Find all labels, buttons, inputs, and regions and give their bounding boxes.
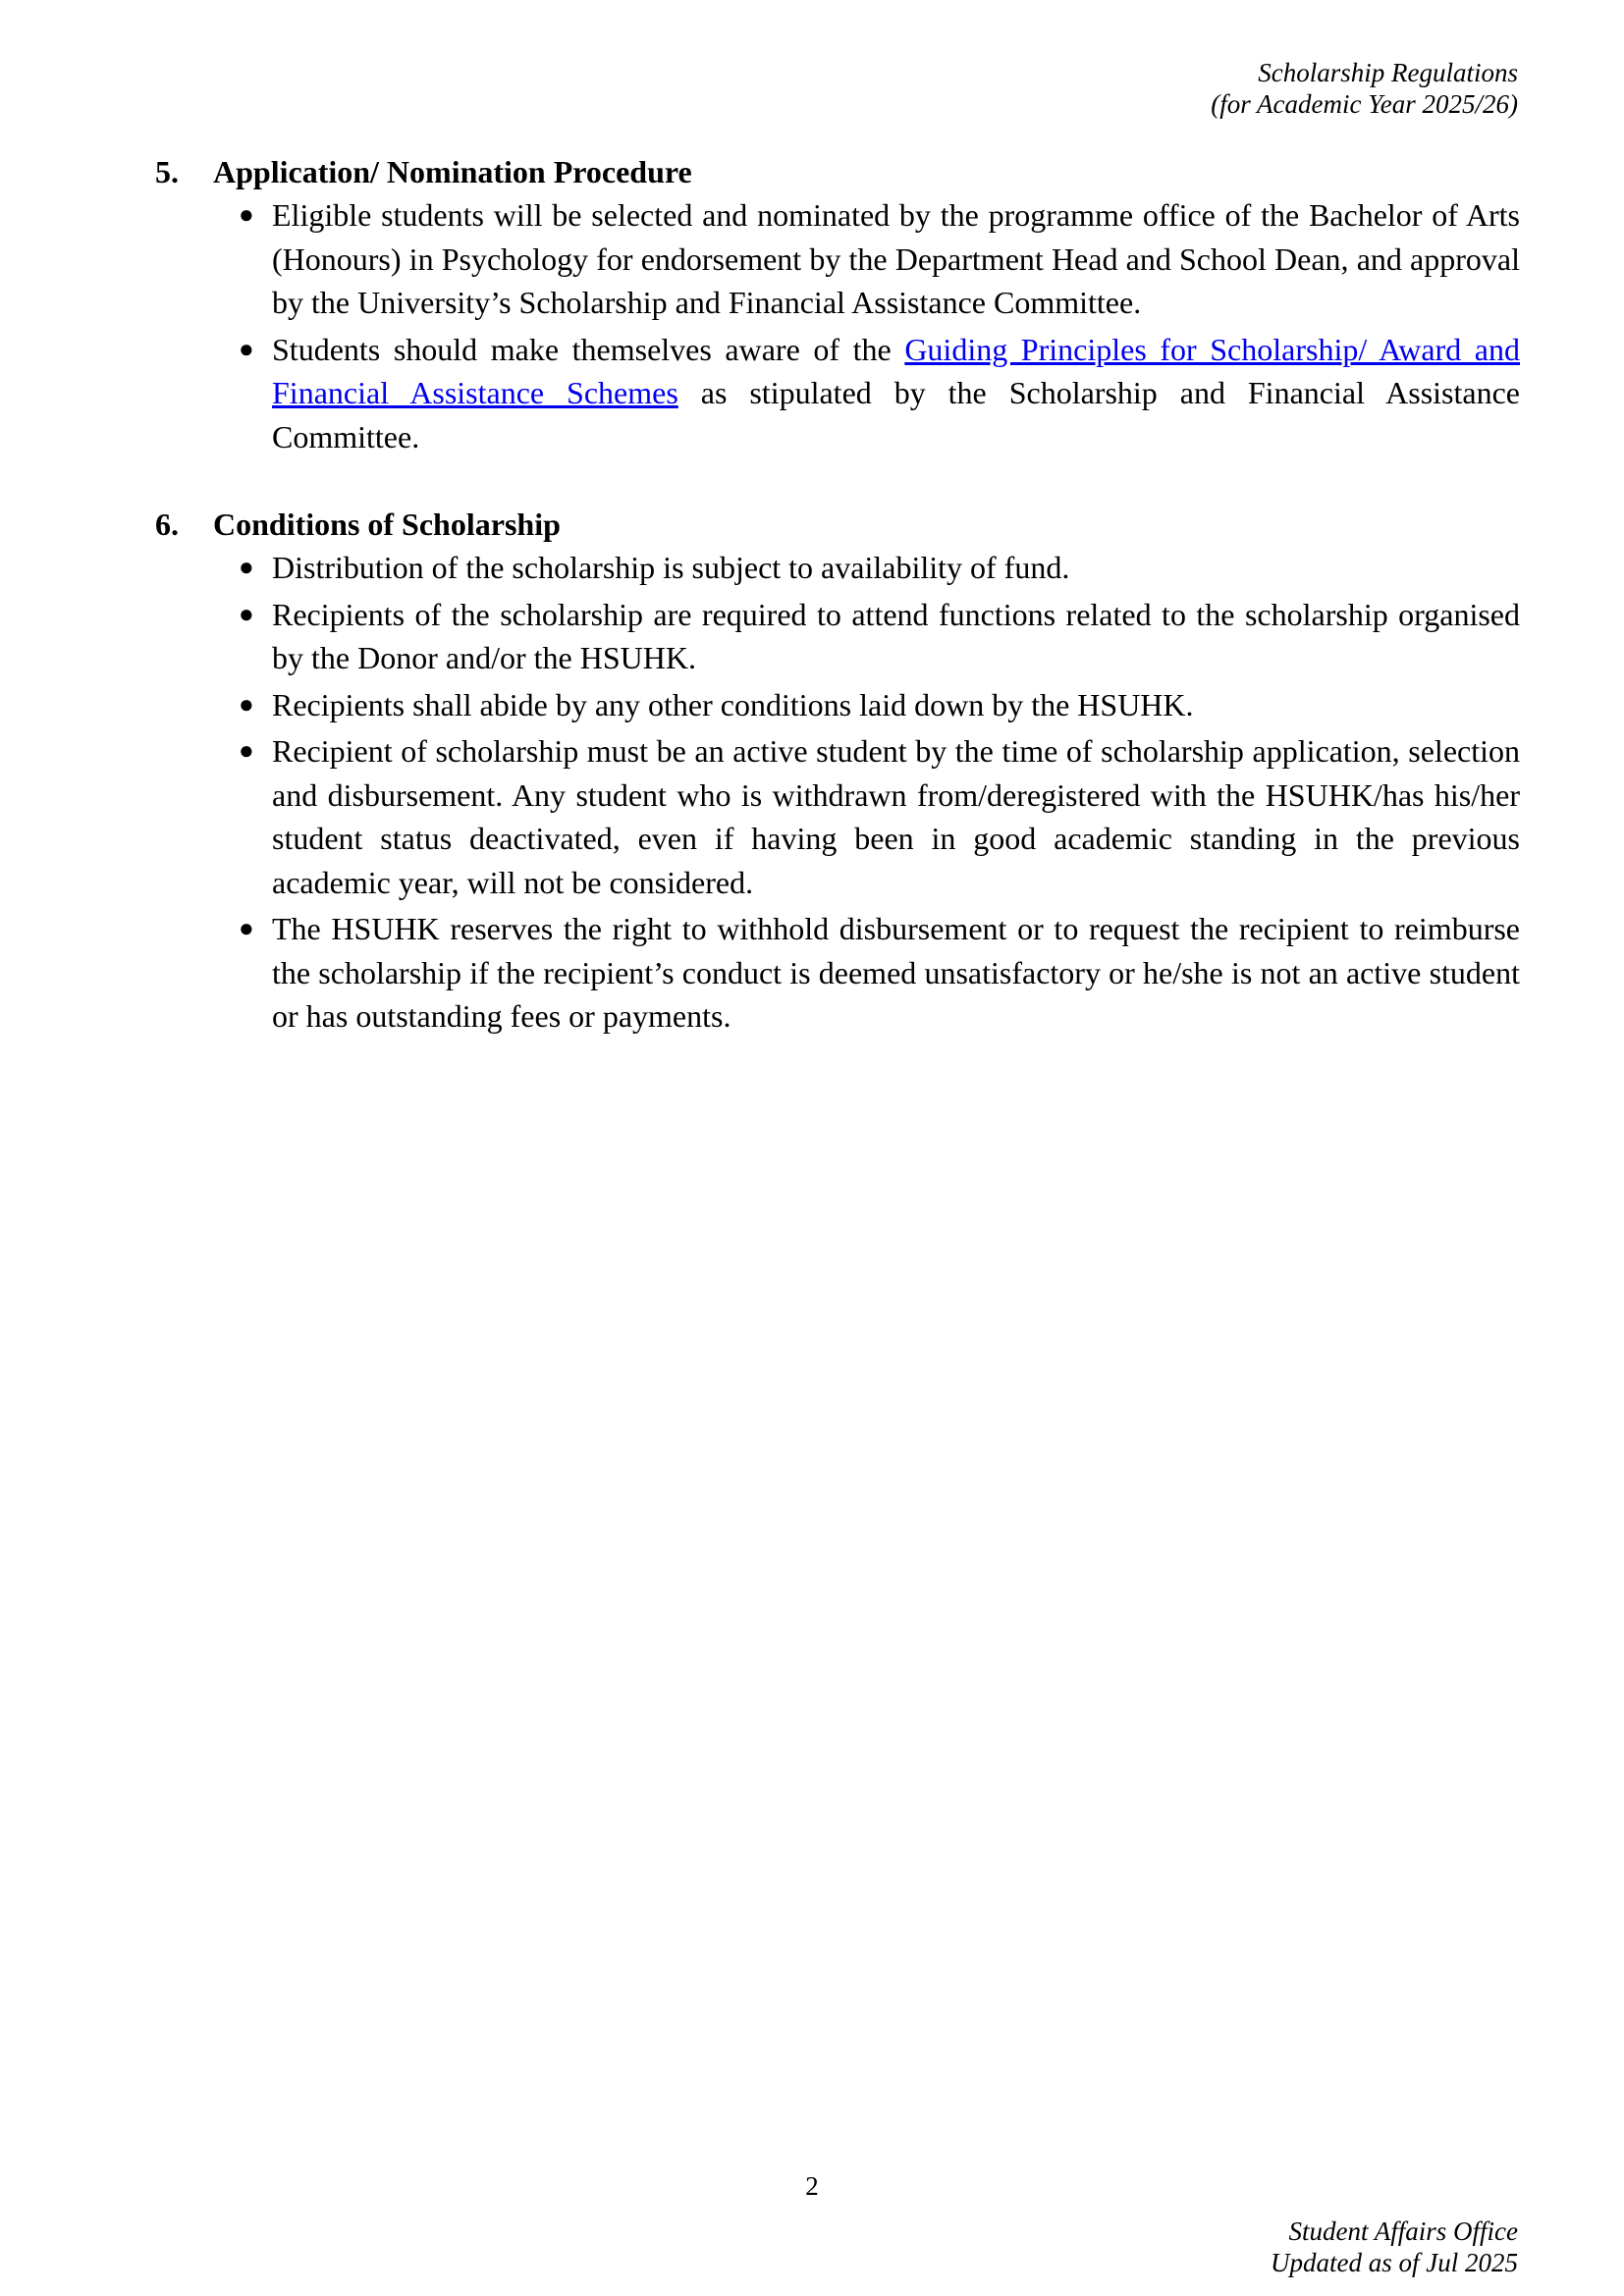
bullet-list	[155, 546, 1520, 1039]
list-item-text: Recipients of the scholarship are required to attend functions related to the scholarship organised by the Donor and/or the HSUHK.	[272, 596, 1520, 675]
page-number: 2	[805, 2171, 819, 2201]
section-application-nomination	[155, 150, 1520, 461]
list-item-text: Eligible students will be selected and nominated by the programme office of the Bachelor of Arts (Honours) in Psychology for endorsement by the Department Head and School Dean, and approval by the University’s Scholarship and Financial Assistance Committee.	[272, 197, 1520, 320]
list-item	[155, 683, 1520, 727]
section-heading	[155, 503, 1520, 546]
list-item-text-before-link: Students should make themselves aware of the	[272, 331, 905, 367]
list-item	[155, 193, 1520, 325]
footer-office: Student Affairs Office	[1288, 2216, 1518, 2246]
list-item-text: Recipients shall abide by any other conditions laid down by the HSUHK.	[272, 686, 1194, 722]
section-number: 5.	[155, 154, 179, 189]
section-conditions-of-scholarship	[155, 503, 1520, 1041]
list-item	[155, 328, 1520, 459]
section-title: Conditions of Scholarship	[213, 507, 561, 542]
page-header	[1211, 57, 1518, 120]
list-item	[155, 729, 1520, 904]
page-footer	[1271, 2216, 1518, 2278]
list-item	[155, 593, 1520, 680]
guiding-principles-link[interactable]: Guiding Principles for Scholarship/ Award and Financial Assistance Schemes	[272, 331, 1521, 410]
footer-updated-date: Updated as of Jul 2025	[1271, 2248, 1518, 2277]
bullet-icon: ●	[239, 689, 254, 719]
section-title: Application/ Nomination Procedure	[213, 154, 692, 189]
list-item-text: Recipient of scholarship must be an active student by the time of scholarship application, selection and disbursement. Any student who is withdrawn from/deregistered with the HSUHK/has his/her student status deactivated, even if having been in good academic standing in the previous academic year, will not be considered.	[272, 733, 1520, 900]
bullet-icon: ●	[239, 736, 254, 765]
bullet-list	[155, 193, 1520, 458]
list-item	[155, 907, 1520, 1039]
section-number: 6.	[155, 507, 179, 542]
list-item-text: Distribution of the scholarship is subject to availability of fund.	[272, 550, 1070, 585]
list-item	[155, 546, 1520, 590]
bullet-icon: ●	[239, 200, 254, 229]
section-heading	[155, 150, 1520, 193]
bullet-icon: ●	[239, 553, 254, 581]
header-document-title: Scholarship Regulations	[1258, 58, 1518, 87]
list-item-text: The HSUHK reserves the right to withhold disbursement or to request the recipient to reimburse the scholarship if the recipient’s conduct is deemed unsatisfactory or he/she is not an active student or has outstanding fees or payments.	[272, 911, 1520, 1034]
bullet-icon: ●	[239, 599, 254, 628]
bullet-icon: ●	[239, 914, 254, 942]
bullet-icon: ●	[239, 334, 254, 363]
list-item-text-after-link: as stipulated by the Scholarship and Financial Assistance Committee.	[272, 375, 1521, 454]
header-academic-year: (for Academic Year 2025/26)	[1211, 89, 1518, 119]
